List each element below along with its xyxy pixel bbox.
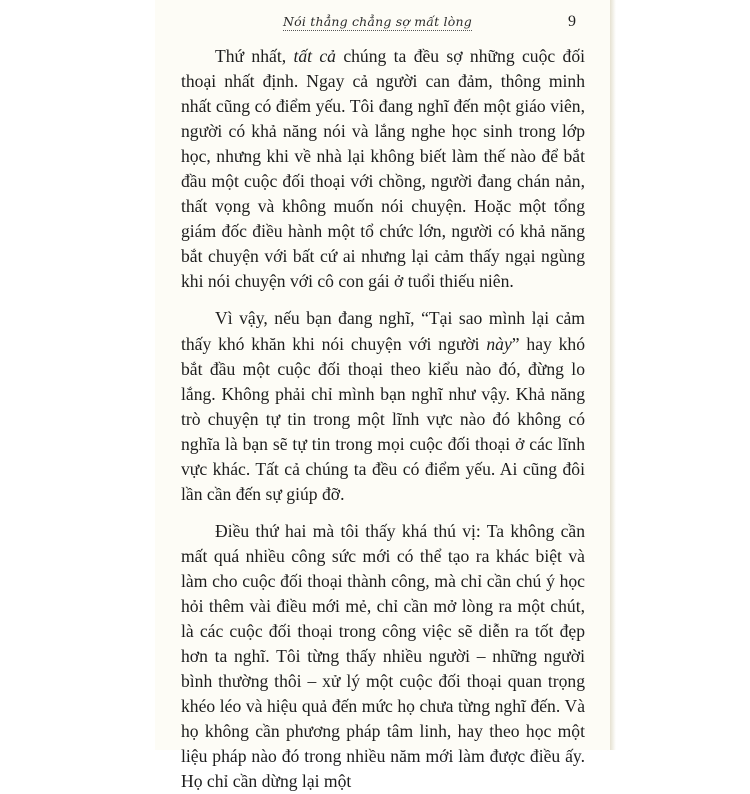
book-page: [155, 0, 610, 792]
paragraph-2-emphasis: này: [486, 333, 512, 354]
page-edge-shadow: [610, 0, 616, 750]
paragraph-1-text-b: chúng ta đều sợ những cuộc đối thoại nhất định. Ngay cả người can đảm, thông minh nhất cũng có điểm yếu. Tôi đang nghĩ đến một giáo viên, người có khả năng nói và lắng nghe học sinh trong lớp học, nhưng khi về nhà lại không biết làm thế nào để bắt đầu một cuộc đối thoại với chồng, người đang chán nản, thất vọng và không muốn nói chuyện. Hoặc một tổng giám đốc điều hành một tổ chức lớn, người có khả năng bắt chuyện với bất cứ ai nhưng lại cảm thấy ngại ngùng khi nói chuyện với cô con gái ở tuổi thiếu niên.: [181, 46, 586, 292]
paragraph-2: [181, 306, 585, 506]
paragraph-1-text-a: Thứ nhất,: [215, 46, 294, 66]
paragraph-1: [181, 44, 585, 294]
body-text: [181, 44, 585, 794]
paragraph-2-text-b: ” hay khó bắt đầu một cuộc đối thoại theo kiểu nào đó, đừng lo lắng. Không phải chỉ mình bạn nghĩ như vậy. Khả năng trò chuyện tự tin trong một lĩnh vực nào đó không có nghĩa là bạn sẽ tự tin trong mọi cuộc đối thoại ở các lĩnh vực khác. Tất cả chúng ta đều có điểm yếu. Ai cũng đôi lần cần đến sự giúp đỡ.: [181, 333, 585, 504]
running-header: Nói thẳng chẳng sợ mất lòng: [283, 14, 472, 29]
paragraph-3: [181, 519, 585, 794]
paragraph-1-emphasis: tất cả: [293, 46, 336, 66]
page-number: 9: [568, 13, 576, 30]
paragraph-3-text: Điều thứ hai mà tôi thấy khá thú vị: Ta không cần mất quá nhiều công sức mới có thể tạo ra khác biệt và làm cho cuộc đối thoại thành công, mà chỉ cần chú ý học hỏi thêm vài điều mới mẻ, chỉ cần mở lòng ra một chút, là các cuộc đối thoại trong công việc sẽ diễn ra tốt đẹp hơn ta nghĩ. Tôi từng thấy nhiều người – những người bình thường thôi – xử lý một cuộc đối thoại quan trọng khéo léo và hiệu quả đến mức họ chưa từng nghĩ đến. Và họ không cần phương pháp tâm linh, hay theo học một liệu pháp nào đó trong nhiều năm mới làm được điều ấy. Họ chỉ cần dừng lại một: [181, 520, 585, 792]
paragraph-2-text-a: Vì vậy, nếu bạn đang nghĩ, “Tại sao mình lại cảm thấy khó khăn khi nói chuyện với người: [181, 308, 585, 354]
